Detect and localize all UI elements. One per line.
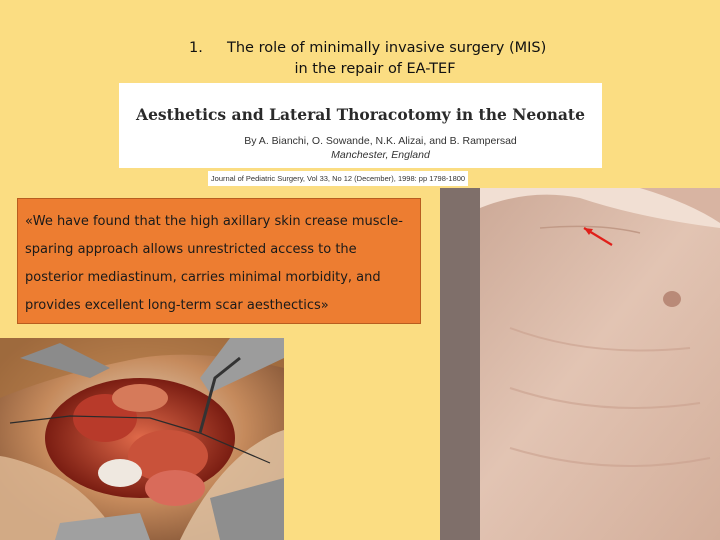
citation-header [119,83,602,168]
title-line-2: in the repair of EA-TEF [294,61,456,77]
quote-box: «We have found that the high axillary skin crease muscle-sparing approach allows unrestricted access to the posterior mediastinum, carries minimal morbidity, and provides excellent long-term scar aesthectics» [17,198,421,324]
title-number: 1. [189,40,203,56]
title-line-1: The role of minimally invasive surgery (MIS) [227,40,547,56]
surgical-field-photo [0,338,284,540]
axillary-scar-photo [440,188,720,540]
surgical-field-image [0,338,284,540]
article-title: Aesthetics and Lateral Thoracotomy in the Neonate [136,105,585,124]
patient-torso-image [440,188,720,540]
article-authors: By A. Bianchi, O. Sowande, N.K. Alizai, and B. Rampersad [244,135,517,147]
journal-reference: Journal of Pediatric Surgery, Vol 33, No 12 (December), 1998: pp 1798-1800 [208,171,468,186]
article-location: Manchester, England [331,149,430,161]
